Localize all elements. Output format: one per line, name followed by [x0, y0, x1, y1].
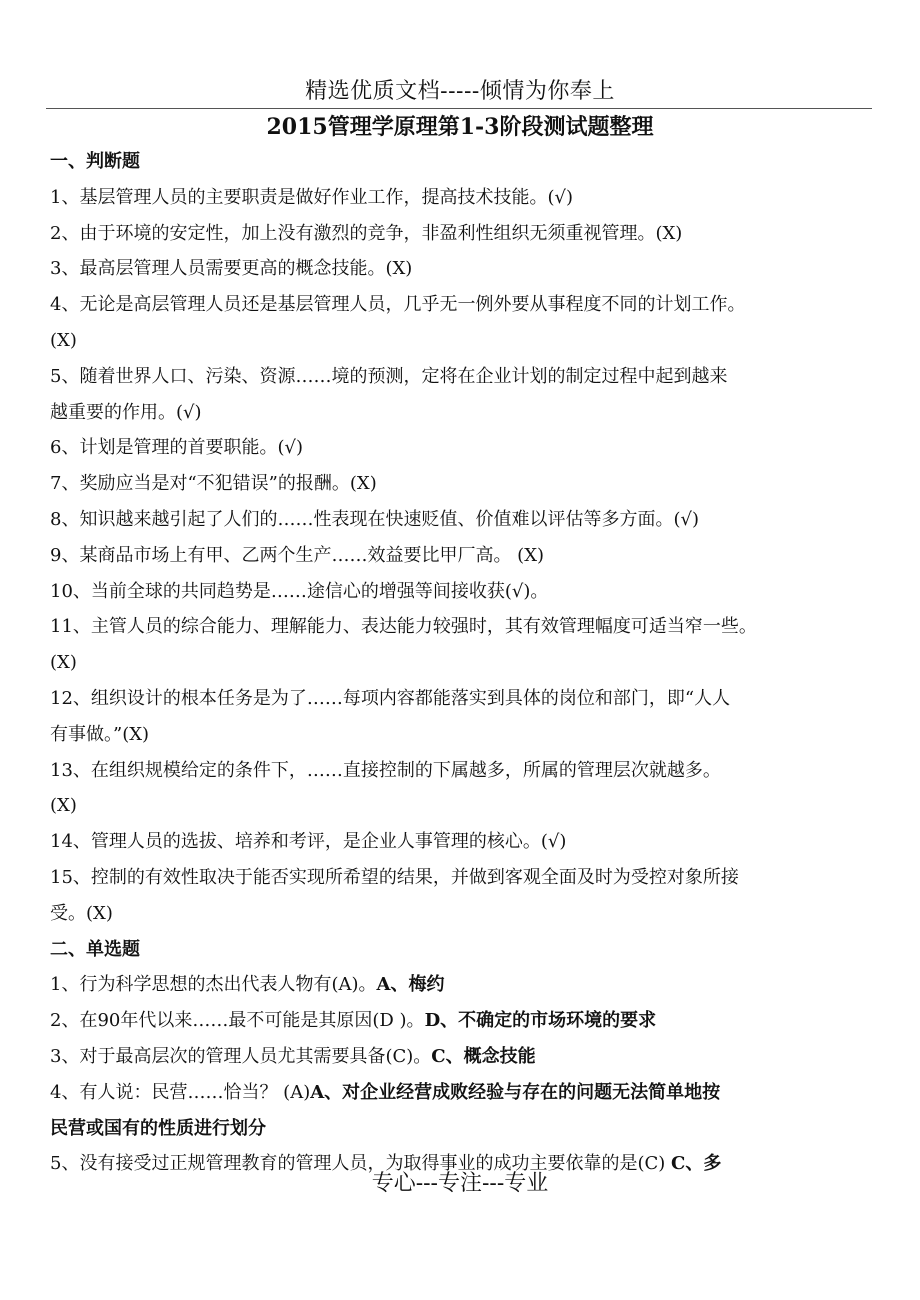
question-text: 5、没有接受过正规管理教育的管理人员，为取得事业的成功主要依靠的是(C): [50, 1153, 671, 1175]
question-text: 1、行为科学思想的杰出代表人物有(A)。: [50, 974, 377, 996]
answer-text: A、对企业经营成败经验与存在的问题无法简单地按: [310, 1081, 721, 1103]
document-body: [50, 144, 876, 1182]
judge-line: 3、最高层管理人员需要更高的概念技能。(X): [50, 258, 413, 280]
judge-line: 1、基层管理人员的主要职责是做好作业工作，提高技术技能。(√): [50, 186, 573, 208]
judge-line: 13、在组织规模给定的条件下，……直接控制的下属越多，所属的管理层次就越多。: [50, 759, 721, 781]
single-question-4-continued: 民营或国有的性质进行划分: [50, 1117, 266, 1139]
judge-line: (X): [50, 795, 77, 817]
question-text: 4、有人说：民营……恰当？ (A): [50, 1081, 311, 1103]
section-heading-single: 二、单选题: [50, 938, 140, 960]
answer-text: C、概念技能: [431, 1045, 536, 1067]
page-header: 精选优质文档-----倾情为你奉上: [305, 79, 615, 104]
judge-line: 8、知识越来越引起了人们的……性表现在快速贬值、价值难以评估等多方面。(√): [50, 508, 699, 530]
question-text: 2、在90年代以来……最不可能是其原因(D )。: [50, 1010, 425, 1032]
judge-line: 12、组织设计的根本任务是为了……每项内容都能落实到具体的岗位和部门，即“人人: [50, 687, 731, 709]
judge-line: 7、奖励应当是对“不犯错误”的报酬。(X): [50, 473, 377, 495]
judge-line: 14、管理人员的选拔、培养和考评，是企业人事管理的核心。(√): [50, 831, 567, 853]
judge-line: 15、控制的有效性取决于能否实现所希望的结果，并做到客观全面及时为受控对象所接: [50, 866, 739, 888]
judge-line: 10、当前全球的共同趋势是……途信心的增强等间接收获(√)。: [50, 580, 549, 602]
judge-line: 4、无论是高层管理人员还是基层管理人员，几乎无一例外要从事程度不同的计划工作。: [50, 294, 746, 316]
single-question-2: [50, 1003, 876, 1039]
page-footer: 专心---专注---专业: [371, 1171, 549, 1196]
judge-line: 有事做。”(X): [50, 723, 150, 745]
judge-line: 11、主管人员的综合能力、理解能力、表达能力较强时，其有效管理幅度可适当窄一些。: [50, 616, 757, 638]
judge-line: 越重要的作用。(√): [50, 401, 202, 423]
single-question-4: [50, 1075, 876, 1111]
judge-line: (X): [50, 329, 77, 351]
header-divider: [46, 108, 872, 109]
judge-line: 5、随着世界人口、污染、资源……境的预测，定将在企业计划的制定过程中起到越来: [50, 365, 728, 387]
judge-line: 9、某商品市场上有甲、乙两个生产……效益要比甲厂高。 (X): [50, 544, 545, 566]
answer-text: D、不确定的市场环境的要求: [424, 1010, 657, 1032]
document-title: 2015管理学原理第1-3阶段测试题整理: [266, 114, 654, 140]
answer-text: A、梅约: [376, 974, 445, 996]
section-heading-judge: 一、判断题: [50, 151, 140, 172]
answer-text: C、多: [671, 1153, 722, 1175]
single-question-1: [50, 967, 876, 1003]
judge-line: 6、计划是管理的首要职能。(√): [50, 437, 303, 459]
single-question-3: [50, 1039, 876, 1075]
question-text: 3、对于最高层次的管理人员尤其需要具备(C)。: [50, 1045, 432, 1067]
judge-line: 受。(X): [50, 902, 113, 924]
judge-line: 2、由于环境的安定性，加上没有激烈的竞争，非盈利性组织无须重视管理。(X): [50, 222, 683, 244]
judge-line: (X): [50, 652, 77, 674]
